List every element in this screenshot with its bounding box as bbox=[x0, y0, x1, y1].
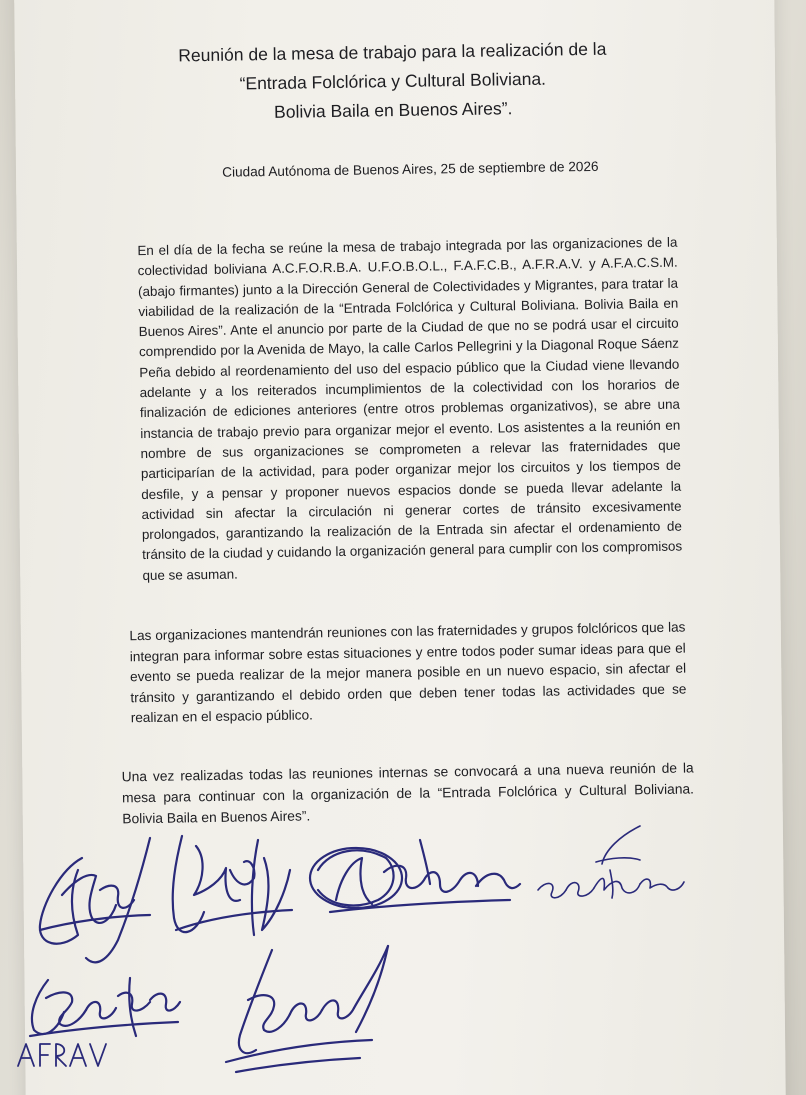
title-line-2: “Entrada Folclórica y Cultural Boliviana. bbox=[239, 68, 547, 94]
signature-label-afrav bbox=[18, 1044, 106, 1066]
signature-2 bbox=[173, 836, 292, 935]
signature-4 bbox=[538, 826, 684, 898]
signature-5 bbox=[30, 978, 180, 1036]
signature-3 bbox=[310, 840, 520, 912]
title-line-3: Bolivia Baila en Buenos Aires”. bbox=[273, 98, 513, 122]
signature-1 bbox=[40, 838, 150, 962]
paragraph-3: Una vez realizadas todas las reuniones internas se convocará a una nueva reunión de la mesa para continuar con la organización de la “Entrada Folclórica y Cultural Boliviana. Bolivia Baila en Buenos Aires”. bbox=[121, 760, 695, 827]
dateline: Ciudad Autónoma de Buenos Aires, 25 de septiembre de 2026 bbox=[222, 158, 599, 180]
paragraph-2: Las organizaciones mantendrán reuniones con las fraternidades y grupos folclóricos que las integran para informar sobre estas situaciones y entre todos poder sumar ideas para que el evento se pueda realizar de la mejor manera posible en un nuevo espacio, sin afectar el tránsito y garantizando el debido orden que deben tener todas las actividades que se realizan en el espacio público. bbox=[129, 619, 687, 726]
paragraph-1: En el día de la fecha se reúne la mesa de trabajo integrada por las organizaciones de la colectividad boliviana A.C.F.O.R.B.A. U.F.O.B.O.L., F.A.F.C.B., A.F.R.A.V. y A.F.A.C.S.M. (abajo firmantes) junto a la Dirección General de Colectividades y Migrantes, para tratar la viabilidad de la realización de la “Entrada Folclórica y Cultural Boliviana. Bolivia Baila en Buenos Aires”. Ante el anuncio por parte de la Ciudad de que no se podrá usar el circuito comprendido por la Avenida de Mayo, la calle Carlos Pellegrini y la Diagonal Roque Sáenz Peña debido al reordenamiento del uso del espacio público que la Ciudad viene llevando adelante y a los reiterados incumplimientos de la colectividad con los horarios de finalización de ediciones anteriores (entre otros problemas organizativos), se abre una instancia de trabajo previo para organizar mejor el evento. Los asistentes a la reunión en nombre de sus organizaciones se comprometen a relevar las fraternidades que participarían de la actividad, para poder organizar mejor los circuitos y los tiempos de desfile, y a pensar y proponer nuevos espacios donde se pueda llevar adelante la actividad sin afectar la circulación ni generar cortes de tránsito excesivamente prolongados, garantizando la realización de la Entrada sin afectar el ordenamiento de tránsito de la ciudad y cuidando la organización general para cumplir con los compromisos que se asuman. bbox=[137, 234, 683, 583]
title-line-1: Reunión de la mesa de trabajo para la realización de la bbox=[178, 38, 607, 66]
signature-6 bbox=[226, 946, 388, 1072]
